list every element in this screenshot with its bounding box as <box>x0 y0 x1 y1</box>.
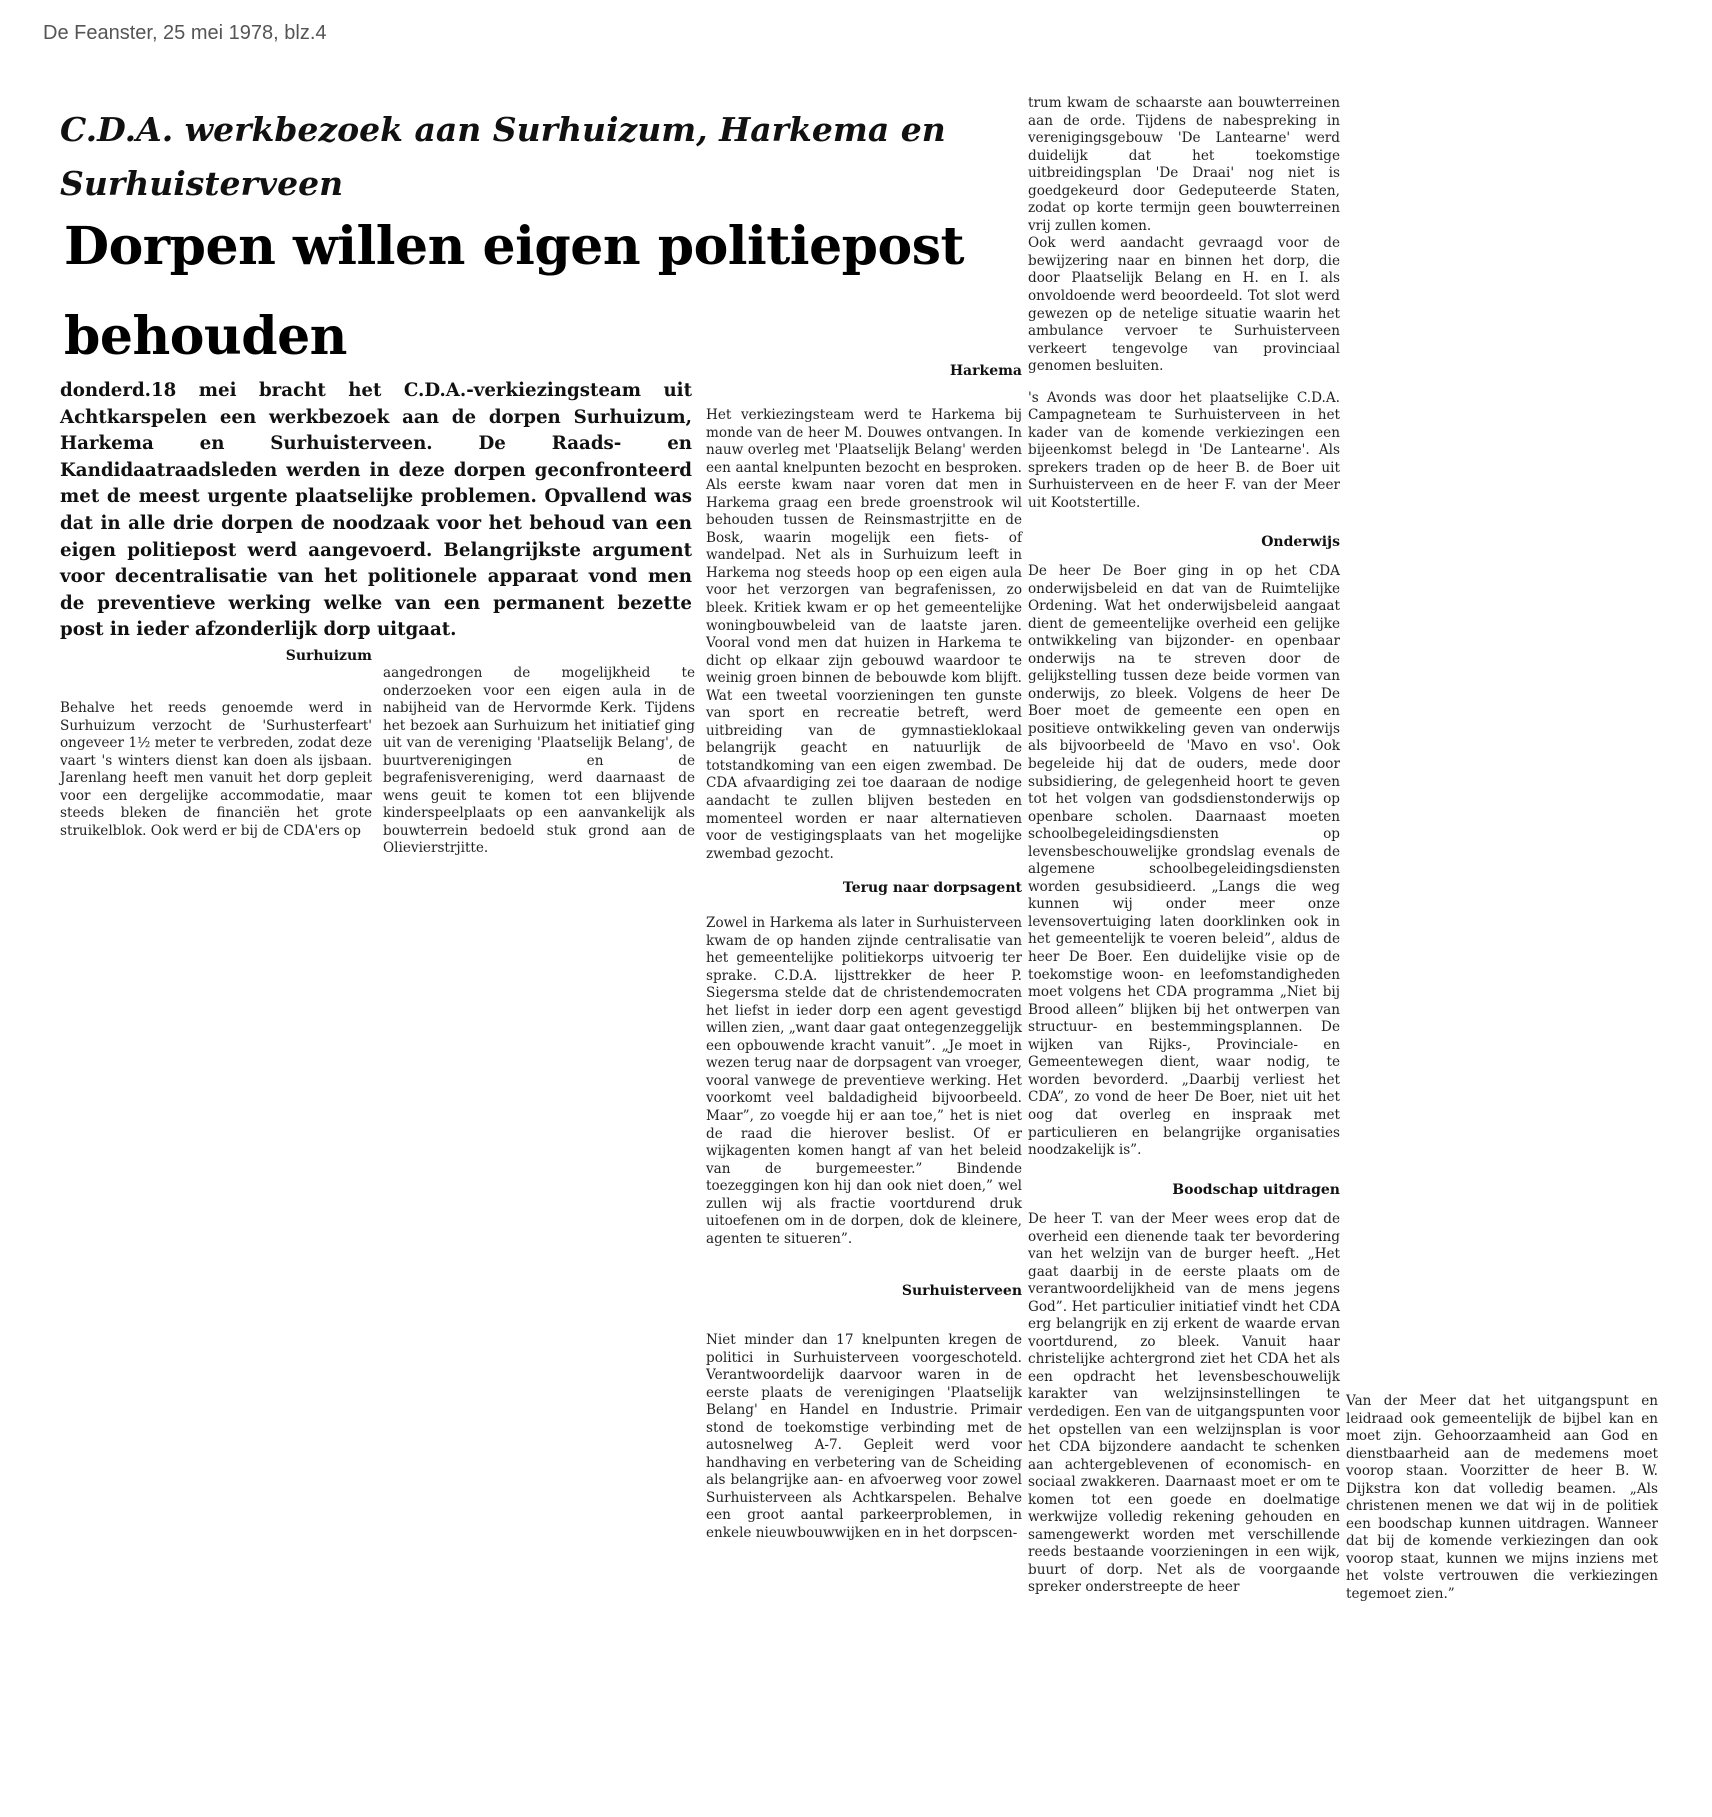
article-headline: Dorpen willen eigen politiepost behouden <box>64 216 964 367</box>
terug-text: Zowel in Harkema als later in Surhuisterveen kwam de op handen zijnde centralisatie van het gemeentelijke politiekorps uitvoerig ter sprake. C.D.A. lijsttrekker de heer P. Siegersma stelde dat de christendemocraten het liefst in ieder dorp een agent gevestigd willen zien, „want daar gaat ontegenzeggelijk een opbouwende kracht vanuit”. „Je moet in wezen terug naar de dorpsagent van vroeger, vooral vanwege de preventieve werking. Het voorkomt veel baldadigheid bijvoorbeeld. Maar”, zo voegde hij er aan toe,” het is niet de raad die hierover beslist. Of er wijkagenten komen hangt af van het beleid van de burgemeester.” Bindende toezeggingen kon hij dan ook niet doen,” wel zullen wij als fractie voortdurend druk uitoefenen om in de dorpen, dok de kleinere, agenten te situeren”. <box>706 915 1023 1247</box>
column-harkema <box>706 407 1022 863</box>
heading-harkema: Harkema <box>949 363 1022 379</box>
heading-onderwijs: Onderwijs <box>1261 534 1340 550</box>
column-surhuizum-2 <box>383 665 695 858</box>
column-boodschap-continued <box>1346 1393 1658 1604</box>
surhuizum-text-2: aangedrongen de mogelijkheid te onderzoeken voor een eigen aula in de nabijheid van de Hervormde Kerk. Tijdens het bezoek aan Surhuizum het initiatief ging uit van de vereniging 'Plaatselijk Belang', de buurtverenigingen en de begrafenisvereniging, werd daarnaast de wens geuit te komen tot een blijvende kinderspeelplaats op een aanvankelijk als bouwterrein bedoeld stuk grond aan de Olievierstrjitte. <box>383 665 695 857</box>
heading-boodschap-uitdragen: Boodschap uitdragen <box>1172 1182 1340 1198</box>
col4-paragraph-3: 's Avonds was door het plaatselijke C.D.A. Campagneteam te Surhuisterveen in het kader van de komende verkiezingen een bijeenkomst belegd in 'De Lantearne'. Als sprekers traden op de heer B. de Boer uit Surhuisterveen en de heer F. van der Meer uit Kootstertille. <box>1028 389 1340 512</box>
column-boodschap <box>1028 1211 1340 1597</box>
heading-terug-naar-dorpsagent: Terug naar dorpsagent <box>842 880 1022 896</box>
col4-paragraph-1: trum kwam de schaarste aan bouwterreinen aan de orde. Tijdens de nabespreking in verenigingsgebouw 'De Lantearne' werd duidelijk dat het toekomstige uitbreidingsplan 'De Draai' nog niet is goedgekeurd door Gedeputeerde Staten, zodat op korte termijn geen bouwterreinen vrij zullen komen. <box>1028 95 1340 234</box>
heading-surhuisterveen: Surhuisterveen <box>901 1283 1022 1299</box>
onderwijs-text: De heer De Boer ging in op het CDA onderwijsbeleid en dat van de Ruimtelijke Ordening. Wat het onderwijsbeleid aangaat dient de gemeentelijke overheid een gelijke ontwikkeling van bijzonder- en openbaar onderwijs na te streven door de gelijkstelling tussen deze beide vormen van onderwijs, zo bleek. Volgens de heer De Boer moet de gemeente een open en positieve ontwikkeling geven van onderwijs als bijvoorbeeld de 'Mavo en vso'. Ook begeleide hij dat de ouders, mede door subsidiering, de gelegenheid hoort te geven tot het volgen van godsdienstonderwijs op openbare scholen. Daarnaast moeten schoolbegeleidingsdiensten op levensbeschouwelijke grondslag evenals de algemene schoolbegeleidingsdiensten worden gesubsidieerd. „Langs die weg kunnen wij onder meer onze levensovertuiging laten doorklinken ook in het gemeentelijk te voeren beleid”, aldus de heer De Boer. Een duidelijke visie op de toekomstige woon- en leefomstandigheden moet volgens het CDA programma „Niet bij Brood alleen” blijken bij het ontwerpen van structuur- en bestemmingsplannen. De wijken van Rijks-, Provinciale- en Gemeentewegen dient, waar nodig, te worden bevorderd. „Daarbij verliest het CDA”, zo vond de heer De Boer, niet uit het oog dat overleg en inspraak met particulieren en belangrijke organisaties noodzakelijk is”. <box>1028 563 1340 1159</box>
col4-paragraph-2: Ook werd aandacht gevraagd voor de bewijzering naar en binnen het dorp, die door Plaatselijk Belang en H. en I. als onvoldoende werd beoordeeld. Tot slot werd gewezen op de netelige situatie waarin het ambulance vervoer te Surhuisterveen verkeert tengevolge van provinciaal genomen besluiten. <box>1028 235 1340 375</box>
column-onderwijs <box>1028 563 1340 1160</box>
column-surhuisterveen <box>706 1332 1022 1543</box>
surhuizum-text-1: Behalve het reeds genoemde werd in Surhuizum verzocht de 'Surhusterfeart' ongeveer 1½ meter te verbreden, zodat deze vaart 's winters dienst kan doen als ijsbaan. Jarenlang heeft men vanuit het dorp gepleit voor een dergelijke accommodatie, maar steeds bleken de financiën het grote struikelblok. Ook werd er bij de CDA'ers op <box>60 700 372 839</box>
article-lead: donderd.18 mei bracht het C.D.A.-verkiezingsteam uit Achtkarspelen een werkbezoek aan de dorpen Surhuizum, Harkema en Surhuisterveen. De Raads- en Kandidaatraadsleden werden in deze dorpen geconfronteerd met de meest urgente plaatselijke problemen. Opvallend was dat in alle drie dorpen de noodzaak voor het behoud van een eigen politiepost werd aangevoerd. Belangrijkste argument voor decentralisatie van het politionele apparaat vond men de preventieve werking welke van een permanent bezette post in ieder afzonderlijk dorp uitgaat. <box>60 380 692 641</box>
column-surhuizum-1 <box>60 700 372 840</box>
heading-surhuizum: Surhuizum <box>285 648 372 664</box>
article-kicker: C.D.A. werkbezoek aan Surhuizum, Harkema en Surhuisterveen <box>60 110 946 203</box>
harkema-text: Het verkiezingsteam werd te Harkema bij monde van de heer M. Douwes ontvangen. In nauw overleg met 'Plaatselijk Belang' werden een aantal knelpunten bezocht en besproken. Als eerste kwam naar voren dat men in Harkema graag een brede groenstrook wil behouden tussen de Reinsmastrjitte en de Bosk, waarin mogelijk een fiets- of wandelpad. Net als in Surhuizum leeft in Harkema nog steeds hoop op een eigen aula voor het verzorgen van begrafenissen, zo bleek. Kritiek kwam er op het gemeentelijke woningbouwbeleid van de laatste jaren. Vooral vond men dat huizen in Harkema te dicht op elkaar zijn gebouwd waardoor te weinig groen binnen de bebouwde kom blijft. Wat een tweetal voorzieningen ten gunste van sport en recreatie betreft, werd uitbreiding van de gymnastieklokaal belangrijk geacht en natuurlijk de totstandkoming van een eigen zwembad. De CDA afvaardiging zei toe daaraan de nodige aandacht te zullen blijven besteden en momenteel worden er naar alternatieven voor de vestigingsplaats van het mogelijke zwembad gezocht. <box>706 407 1022 862</box>
column-4-top <box>1028 95 1340 513</box>
page-caption: De Feanster, 25 mei 1978, blz.4 <box>43 22 327 44</box>
col4-spacer <box>1028 376 1340 390</box>
boodschap-text-continued: Van der Meer dat het uitgangspunt en leidraad ook gemeentelijk de bijbel kan en moet zijn. Gehoorzaamheid aan God en dienstbaarheid aan de medemens moet voorop staan. Voorzitter de heer B. W. Dijkstra kon dat volledig beamen. „Als christenen menen we dat wij in de politiek een boodschap kunnen uitdragen. Wanneer dat bij de komende verkiezingen dan ook voorop staat, kunnen we mijns inziens met het volste vertrouwen die verkiezingen tegemoet zien.” <box>1346 1393 1658 1603</box>
boodschap-text: De heer T. van der Meer wees erop dat de overheid een dienende taak ter bevordering van het welzijn van de burger heeft. „Het gaat daarbij in de eerste plaats om de verantwoordelijkheid van de mens jegens God”. Het particulier initiatief vindt het CDA erg belangrijk en zij erkent de waarde ervan voortdurend, zo bleek. Vanuit haar christelijke achtergrond ziet het CDA het als een opdracht het levensbeschouwelijk karakter van welzijnsinstellingen te verdedigen. Een van de uitgangspunten voor het opstellen van een welzijnsplan is voor het CDA bijzondere aandacht te schenken aan achtergeblevenen of economisch- en sociaal zwakkeren. Daarnaast moet er om te komen tot een goede en doelmatige werkwijze volledig rekening gehouden en samengewerkt worden met verschillende reeds bestaande voorzieningen in een wijk, buurt of dorp. Net als de voorgaande spreker onderstreepte de heer <box>1028 1211 1340 1596</box>
surhuisterveen-text: Niet minder dan 17 knelpunten kregen de politici in Surhuisterveen voorgeschoteld. Verantwoordelijk daarvoor waren in de eerste plaats de verenigingen 'Plaatselijk Belang' en Handel en Industrie. Primair stond de toekomstige verbinding met de autosnelweg A-7. Gepleit werd voor handhaving en verbetering van de Scheiding als belangrijke aan- en afvoerweg voor zowel Surhuisterveen als Achtkarspelen. Behalve een groot aantal parkeerproblemen, in enkele nieuwbouwwijken en in het dorpscen- <box>706 1332 1022 1542</box>
column-terug <box>706 915 1022 1248</box>
